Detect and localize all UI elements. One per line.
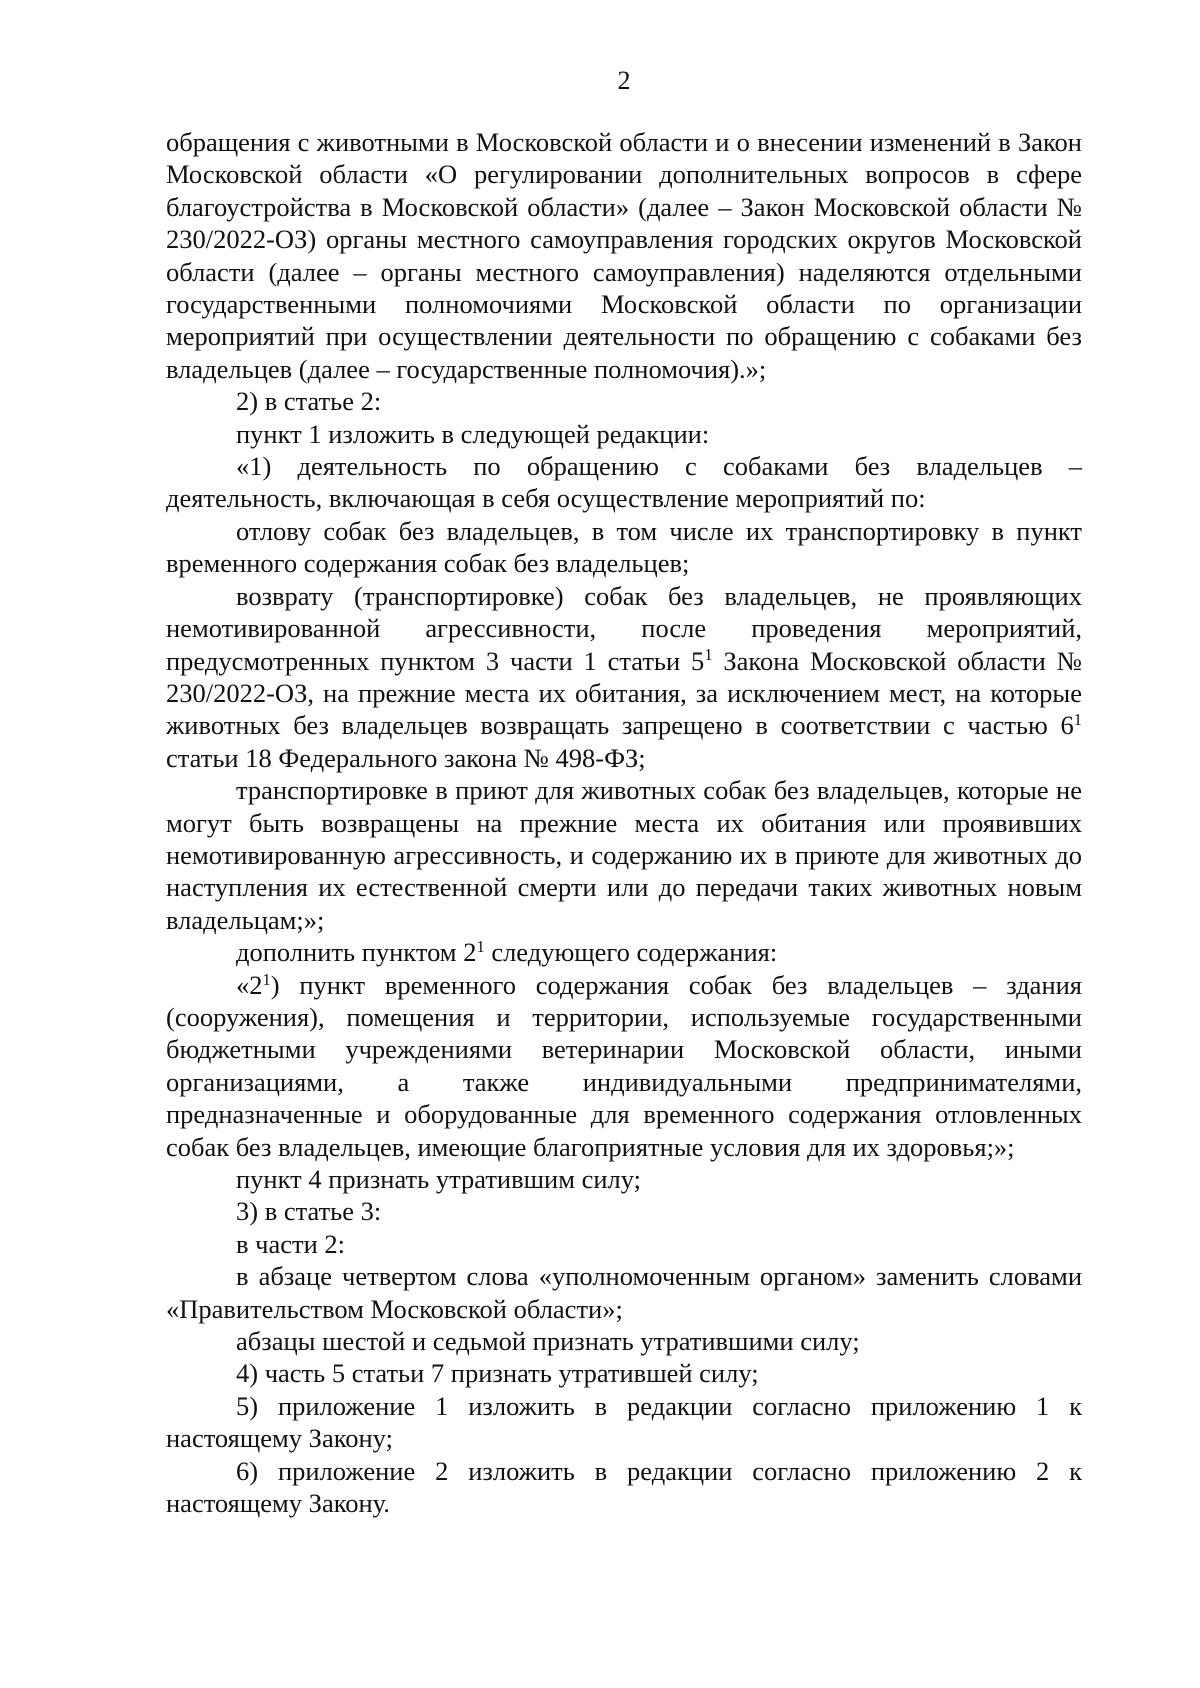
text-run: следующего содержания: bbox=[484, 937, 778, 968]
paragraph bbox=[166, 1390, 1082, 1455]
superscript: 1 bbox=[476, 937, 485, 957]
document-body bbox=[166, 126, 1082, 1519]
paragraph bbox=[166, 450, 1082, 515]
text-run: обращения с животными в Московской области и о внесении изменений в Закон Московской области «О регулировании дополнительных вопросов в сфере благоустройства в Московской области» (далее – Закон Московской области № 230/2022-ОЗ) органы местного самоуправления городских округов Московской области (далее – органы местного самоуправления) наделяются отдельными государственными полномочиями Московской области по организации мероприятий при осуществлении деятельности по обращению с собаками без владельцев (далее – государственные полномочия).»; bbox=[166, 127, 1082, 384]
text-run: статьи 18 Федерального закона № 498-ФЗ; bbox=[166, 742, 646, 773]
text-run: транспортировке в приют для животных собак без владельцев, которые не могут быть возвращены на прежние места их обитания или проявивших немотивированную агрессивность, и содержанию их в приюте для животных до наступления их естественной смерти или до передачи таких животных новым владельцам;»; bbox=[166, 775, 1082, 935]
paragraph bbox=[166, 969, 1082, 1163]
superscript: 1 bbox=[262, 969, 271, 989]
page-number: 2 bbox=[617, 66, 631, 95]
paragraph bbox=[166, 418, 1082, 450]
text-run: 5) приложение 1 изложить в редакции согласно приложению 1 к настоящему Закону; bbox=[166, 1390, 1082, 1454]
text-run: дополнить пунктом 2 bbox=[236, 937, 477, 968]
text-run: ) пункт временного содержания собак без владельцев – здания (сооружения), помещения и территории, используемые государственными бюджетными учреждениями ветеринарии Московской области, иными организациями, а также индивидуальными предпринимателями, предназначенные и оборудованные для временного содержания отловленных собак без владельцев, имеющие благоприятные условия для их здоровья;»; bbox=[166, 969, 1082, 1162]
text-run: возврату (транспортировке) собак без владельцев, не проявляющих немотивированной агрессивности, после проведения мероприятий, предусмотренных пунктом 3 части 1 статьи 5 bbox=[166, 580, 1082, 676]
text-run: отлову собак без владельцев, в том числе их транспортировку в пункт временного содержания собак без владельцев; bbox=[166, 515, 1082, 579]
paragraph bbox=[166, 385, 1082, 417]
text-run: 2) в статье 2: bbox=[236, 386, 382, 417]
text-run: абзацы шестой и седьмой признать утратившими силу; bbox=[236, 1326, 860, 1357]
paragraph bbox=[166, 1195, 1082, 1227]
text-run: 4) часть 5 статьи 7 признать утратившей силу; bbox=[236, 1358, 759, 1389]
text-run: Закона Московской области № 230/2022-ОЗ, на прежние места их обитания, за исключением мест, на которые животных без владельцев возвращать запрещено в соответствии с частью 6 bbox=[166, 645, 1083, 741]
text-run: 3) в статье 3: bbox=[236, 1196, 382, 1227]
superscript: 1 bbox=[1073, 710, 1082, 730]
paragraph bbox=[166, 1325, 1082, 1357]
text-run: «2 bbox=[236, 969, 263, 1000]
text-run: 6) приложение 2 изложить в редакции согласно приложению 2 к настоящему Закону. bbox=[166, 1455, 1082, 1519]
text-run: «1) деятельность по обращению с собаками без владельцев – деятельность, включающая в себя осуществление мероприятий по: bbox=[166, 451, 1082, 514]
paragraph bbox=[166, 1228, 1082, 1260]
paragraph bbox=[166, 126, 1082, 385]
paragraph bbox=[166, 1455, 1082, 1520]
text-run: пункт 4 признать утратившим силу; bbox=[236, 1164, 642, 1194]
paragraph bbox=[166, 936, 1082, 968]
text-run: в абзаце четвертом слова «уполномоченным органом» заменить словами «Правительством Московской области»; bbox=[166, 1261, 1082, 1324]
text-run: в части 2: bbox=[236, 1228, 345, 1259]
paragraph bbox=[166, 1163, 1082, 1195]
paragraph bbox=[166, 1357, 1082, 1389]
superscript: 1 bbox=[704, 645, 713, 665]
paragraph bbox=[166, 1260, 1082, 1325]
paragraph bbox=[166, 515, 1082, 580]
paragraph bbox=[166, 774, 1082, 936]
text-run: пункт 1 изложить в следующей редакции: bbox=[236, 418, 710, 449]
paragraph bbox=[166, 580, 1082, 774]
